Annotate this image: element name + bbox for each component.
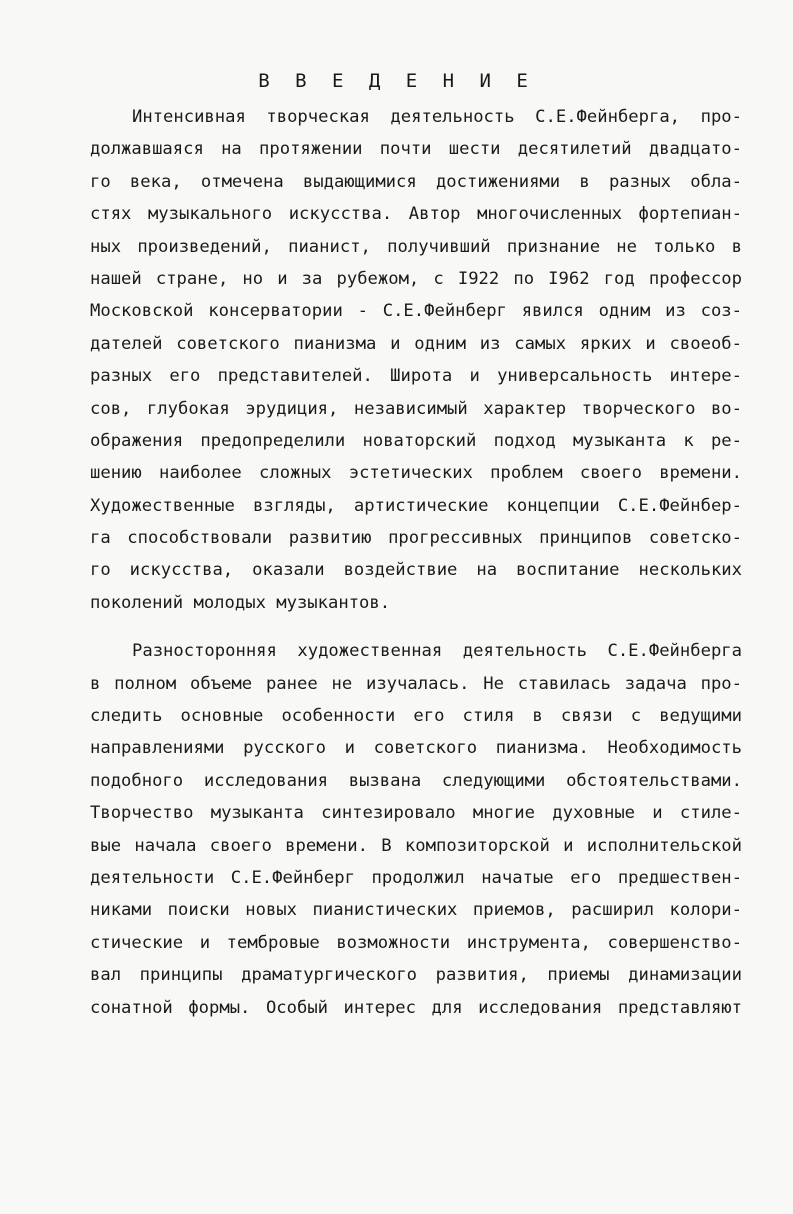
paragraph-gap (90, 619, 742, 635)
text-line: сонатной формы. Особый интерес для исследования представляют (90, 997, 742, 1018)
text-line: го искусства, оказали воздействие на воспитание нескольких (90, 560, 742, 581)
text-line: Интенсивная творческая деятельность С.Е.Фейнберга, про- (132, 107, 742, 127)
text-line: Творчество музыканта синтезировало многие духовные и стиле- (90, 803, 742, 824)
text-line: вые начала своего времени. В композиторской и исполнительской (90, 835, 742, 856)
text-line: ных произведений, пианист, получивший признание не только в (90, 236, 742, 257)
text-line: никами поиски новых пианистических приемов, расширил колори- (90, 900, 742, 921)
text-line: направлениями русского и советского пианизма. Необходимость (90, 738, 742, 759)
body-text (90, 101, 742, 1024)
text-line: ображения предопределили новаторский подход музыканта к ре- (90, 430, 742, 451)
text-line: сов, глубокая эрудиция, независимый характер творческого во- (90, 398, 742, 419)
text-line: нашей стране, но и за рубежом, с I922 по I962 год профессор (90, 268, 742, 289)
text-line: подобного исследования вызвана следующими обстоятельствами. (90, 770, 742, 791)
text-line: стях музыкального искусства. Автор многочисленных фортепиан- (90, 204, 742, 225)
text-line: го века, отмечена выдающимися достижениями в разных обла- (90, 171, 742, 192)
text-line: должавшаяся на протяжении почти шести десятилетий двадцато- (90, 139, 742, 160)
paragraph-1 (90, 101, 742, 619)
paragraph-2 (90, 635, 742, 1024)
text-line: дателей советского пианизма и одним из самых ярких и своеоб- (90, 333, 742, 354)
text-line: в полном объеме ранее не изучалась. Не ставилась задача про- (90, 673, 742, 694)
text-line: стические и тембровые возможности инструмента, совершенство- (90, 932, 742, 953)
text-line: Разносторонняя художественная деятельность С.Е.Фейнберга (132, 641, 742, 662)
text-line: Художественные взгляды, артистические концепции С.Е.Фейнбер- (90, 495, 742, 516)
text-line: Московской консерватории - С.Е.Фейнберг явился одним из соз- (90, 301, 742, 322)
text-line: деятельности С.Е.Фейнберг продолжил начатые его предшествен- (90, 867, 742, 888)
text-line: разных его представителей. Широта и универсальность интере- (90, 366, 742, 387)
text-line: следить основные особенности его стиля в связи с ведущими (90, 706, 742, 727)
text-line: поколений молодых музыкантов. (90, 592, 391, 613)
text-line: вал принципы драматургического развития, приемы динамизации (90, 965, 742, 986)
text-line: шению наиболее сложных эстетических проблем своего времени. (90, 463, 742, 484)
text-line: га способствовали развитию прогрессивных принципов советско- (90, 528, 742, 549)
page-title: В В Е Д Е Н И Е (258, 70, 535, 92)
